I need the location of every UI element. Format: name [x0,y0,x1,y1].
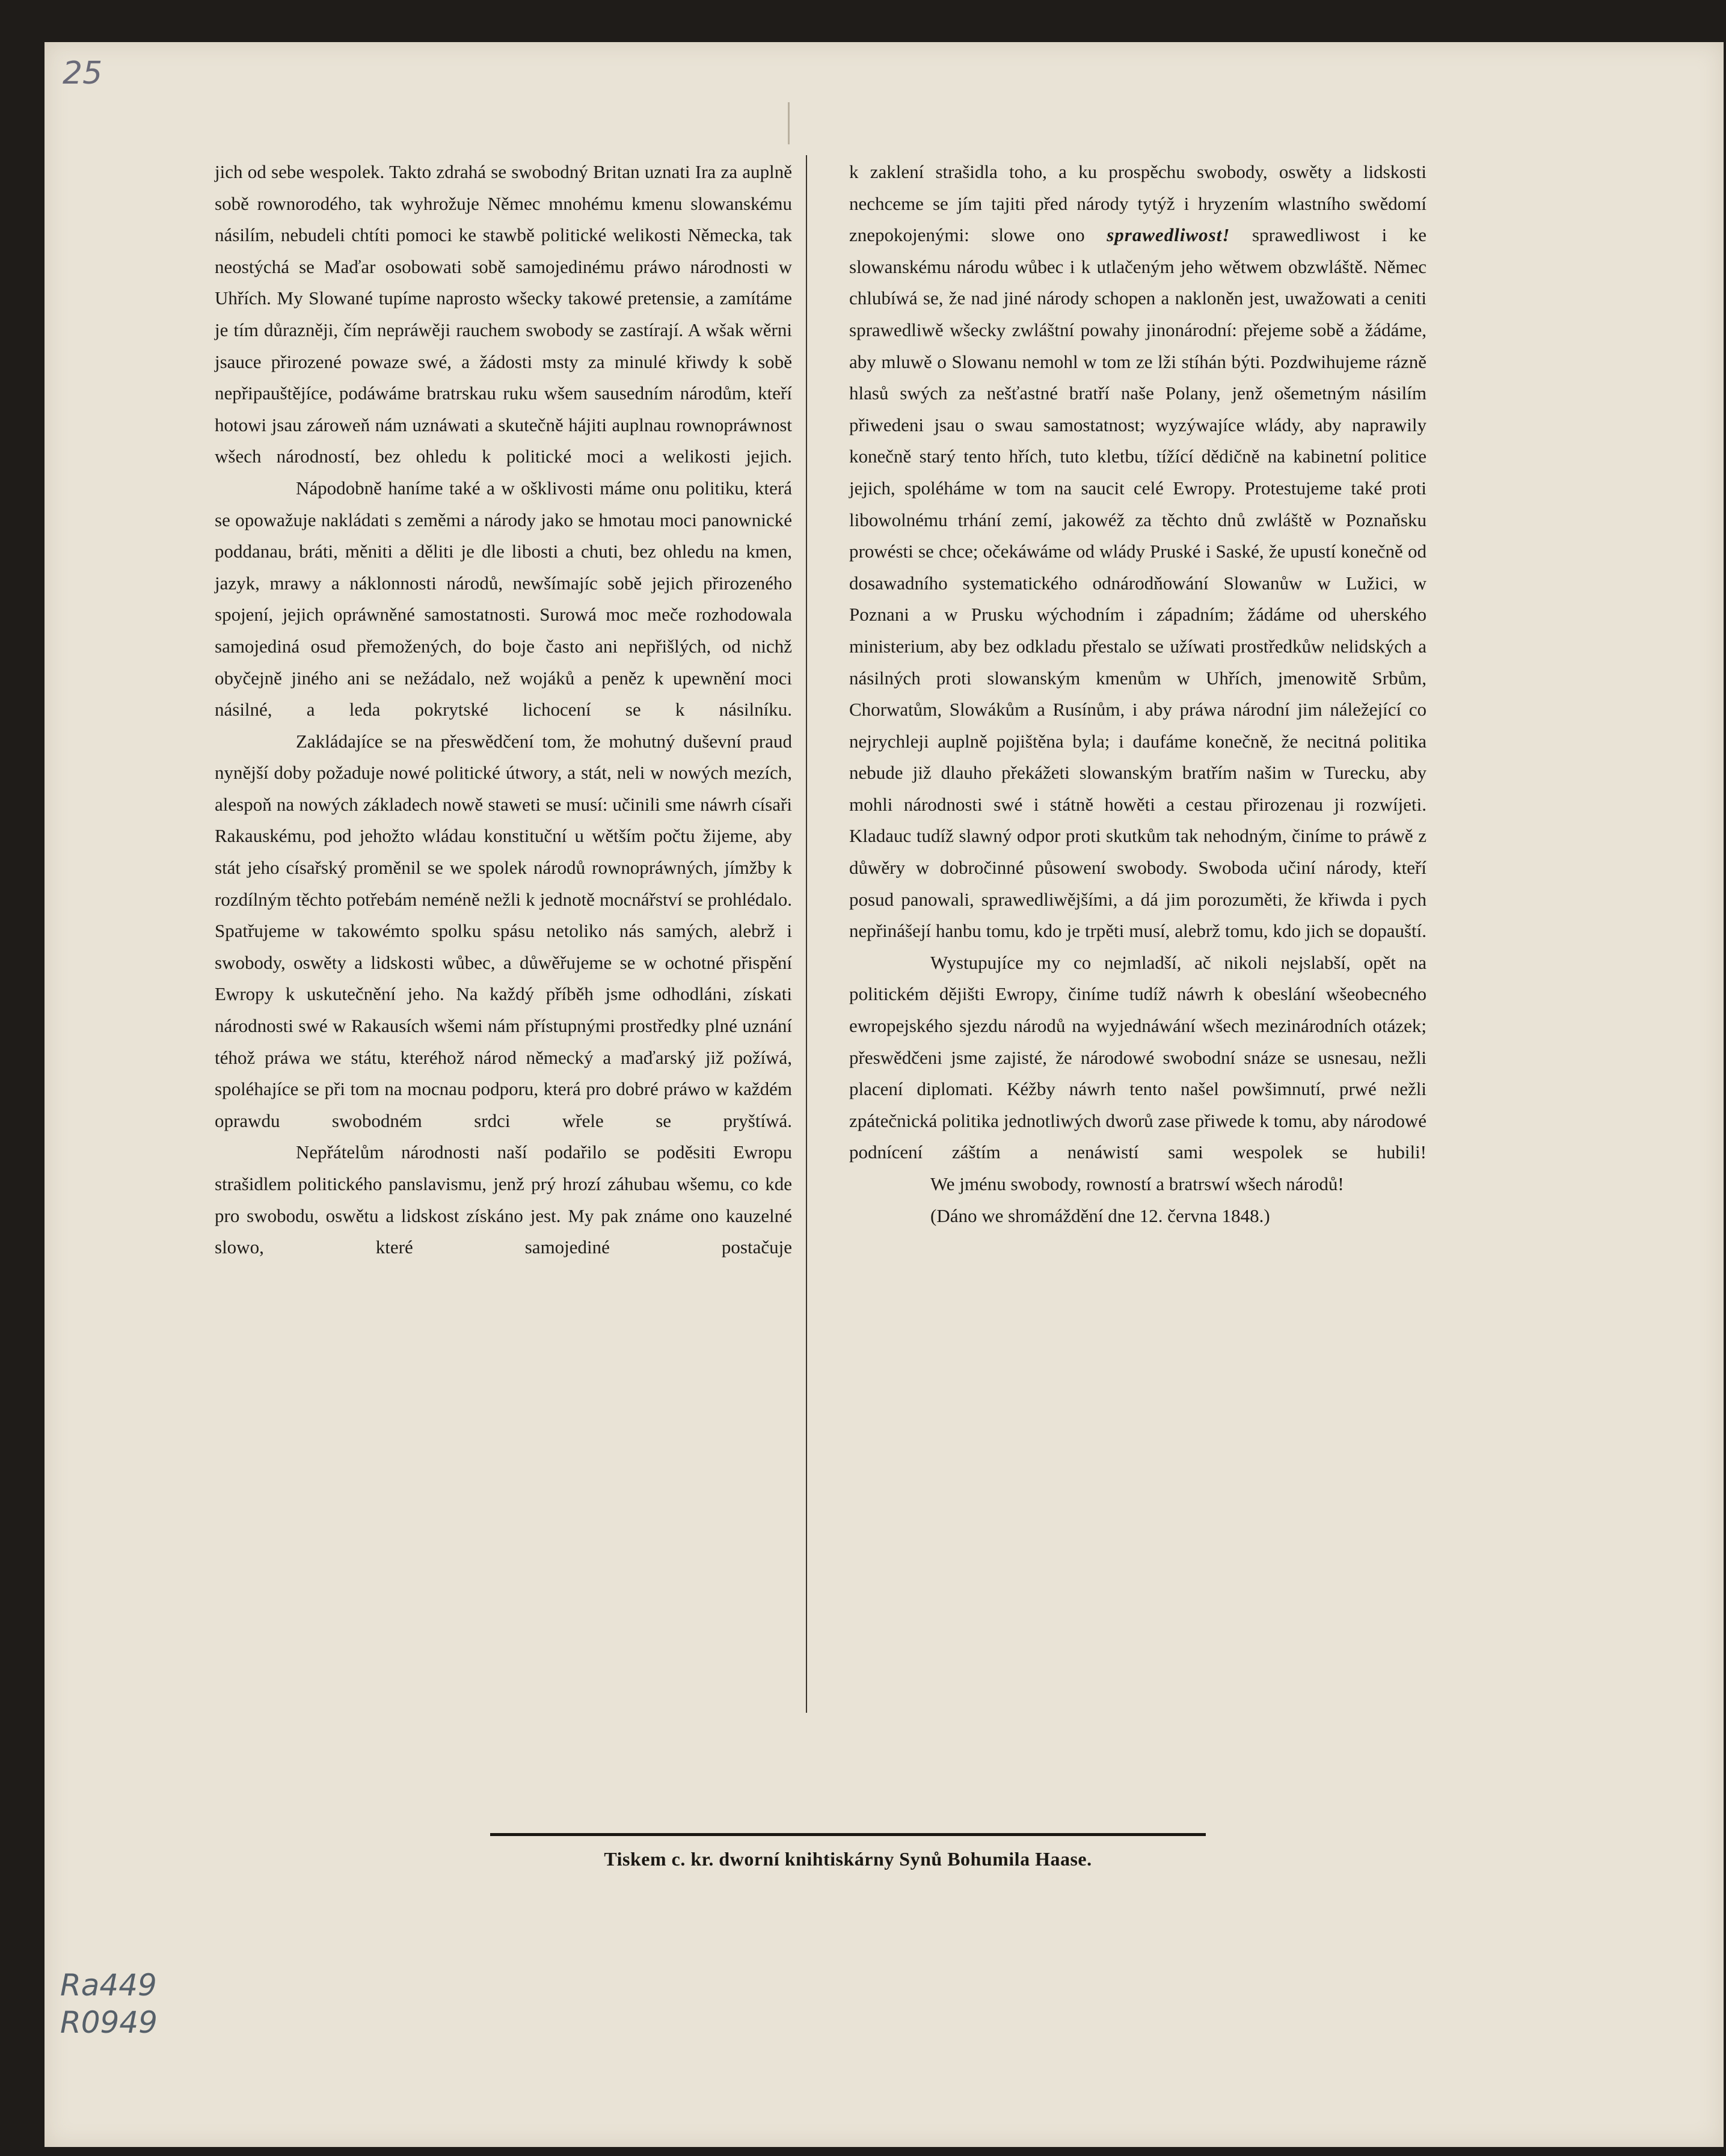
date-line: (Dáno we shromáždění dne 12. června 1848.) [930,1205,1270,1226]
paragraph: jich od sebe wespolek. Takto zdrahá se swobodný Britan uznati Ira za auplně sobě rownorodého, tak wyhrožuje Němec mnohému kmenu slowanskému násilím, nebudeli chtíti pomoci ke stawbě politické welikosti Německa, tak neostýchá se Maďar osobowati sobě samojedinému práwo národnosti w Uhřích. My Slowané tupíme naprosto wšecky takowé pretensie, a zamítáme je tím důrazněji, čím nepráwěji rauchem swobody se zastírají. A wšak wěrni jsauce přirozené powaze swé, a žádosti msty za minulé křiwdy k sobě nepřipauštějíce, podáwáme bratrskau ruku wšem sausedním národům, kteří hotowi jsau zároweň nám uznáwati a skutečně hájiti auplnau rownopráwnost wšech národností, bez ohledu k politické moci a welikosti jejich. [215,161,792,467]
emphasized-word: sprawedliwost! [1107,224,1230,246]
text-run: k zaklení strašidla toho, a ku prospěchu swobody, oswěty a lidskosti nechceme se jím tajiti před národy tytýž i hryzením wlastního swědomí znepokojenými: slowe [849,161,1427,246]
printer-imprint: Tiskem c. kr. dworní knihtiskárny Synů Bohumila Haase. [604,1848,1092,1870]
footer-rule [490,1833,1206,1836]
paragraph: Wystupujíce my co nejmladší, ač nikoli nejslabší, opět na politickém dějišti Ewropy, činíme tudíž náwrh k obeslání wšeobecného ewropejského sjezdu národů na wyjednáwání wšech mezinárodních otázek; přeswědčeni jsme zajisté, že národowé swobodní snáze se usnesau, nežli placení diplomati. Kéžby náwrh tento našel powšimnutí, prwé nežli zpátečnická politika jednotliwých dworů zase přiwede k tomu, aby národowé podnícení záštím a nenáwistí sami wespolek se hubili! [849,951,1427,1163]
paragraph [849,156,1427,947]
column-divider [806,155,807,1713]
paragraph: Nepřátelům národnosti naší podařilo se poděsiti Ewropu strašidlem politického panslavismu, jenž prý hrozí záhubau wšemu, co kde pro swobodu, oswětu a lidskost získáno jest. My pak známe ono kauzelné slowo, které samojediné postačuje [215,1141,792,1258]
right-column [849,156,1427,1232]
paragraph: Zakládajíce se na přeswědčení tom, že mohutný duševní praud nynější doby požaduje nowé politické útwory, a stát, neli w nowých mezích, alespoň na nowých základech nowě staweti se musí: učinili sme náwrh císaři Rakauskému, pod jehožto wládau konstituční u wětším počtu žijeme, aby stát jeho císařský proměnil se we spolek národů rownopráwných, jímžby k rozdílným těchto potřebám neméně nežli k jednotě mocnářství se prohlédalo. Spatřujeme w takowémto spolku spásu netoliko nás samých, alebrž i swobody, oswěty a lidskosti wůbec, a důwěřujeme se w ochotné přispění Ewropy k uskutečnění jeho. Na každý příběh jsme odhodláni, získati národnosti swé w Rakausích wšemi nám přístupnými prostředky plné uznání téhož práwa we státu, kteréhož národ německý a maďarský již požíwá, spoléhajíce se při tom na mocnau podporu, která pro dobré práwo w každém oprawdu swobodném srdci wřele se pryštíwá. [215,730,792,1131]
shelfmark-line: R0949 [60,2005,158,2040]
left-column [215,156,792,1264]
text-run: sprawedliwost i ke slowanskému národu wůbec i k utlačeným jeho wětwem obzwláště. Němec chlubíwá se, že nad jiné národy schopen a nakloněn jest, uwažowati a ceniti sprawedliwě wšecky zwláštní powahy jinonárodní: přejeme sobě a žádáme, aby mluwě o Slowanu nemohl w tom ze lži stíhán býti. Pozdwihujeme rázně hlasů swých za nešťastné bratří naše Polany, jenž ošemetným násilím přiwedeni jsau o swau samostatnost; wyzýwajíce wlády, aby naprawily konečně starý tento hřích, tuto kletbu, tížící dědičně na kabinetní politice jejich, spoléháme w tom na saucit celé Ewropy. Protestujeme také proti libowolnému trhání zemí, jakowéž za těchto dnů zwláště w Poznaňsku prowésti se chce; očekáwáme od wlády Pruské i Saské, že upustí konečně od dosawadního systematického odnárodňowání Slowanůw w Lužici, w Poznani a w Prusku wýchodním i západním; žádáme od uherského ministerium, aby bez odkladu přestalo se užíwati prostředkůw nelidských a násilných proti slowanským kmenům w Uhřích, jmenowitě Srbům, Chorwatům, Slowákům a Rusínům, i aby práwa národní jim náležející co nejrychleji auplně pojištěna byla; i daufáme konečně, že necitná politika nebude již dlauho překážeti slowanským bratřím našim w Turecku, aby mohli národnosti swé i státně howěti a cestau přirozenau ji rozwíjeti. Kladauc tudíž slawný odpor proti skutkům tak nehodným, činíme to práwě z důwěry w dobročinné půsowení swobody. Swoboda učiní národy, kteří posud panowali, sprawedliwějšími, a dá jim porozuměti, že křiwda i pych nepřinášejí hanbu tomu, kdo je trpěti musí, alebrž tomu, kdo jich se dopauští. [849,224,1427,942]
shelfmark [60,1967,158,2041]
text-run: ono [1057,224,1085,246]
fold-mark [788,102,790,144]
paragraph: We jménu swobody, rowností a bratrswí wšech národů! [930,1173,1344,1194]
shelfmark-line: Ra449 [60,1968,157,2003]
page-number: 25 [63,55,103,91]
paragraph: Nápodobně haníme také a w ošklivosti máme onu politiku, která se opowažuje nakládati s zeměmi a národy jako se hmotau moci panownické poddanau, bráti, měniti a děliti je dle libosti a chuti, bez ohledu na kmen, jazyk, mrawy a náklonnosti národů, newšímajíc sobě jejich přirozeného spojení, jejich opráwněné samostatnosti. Surowá moc meče rozhodowala samojediná osud přemožených, do boje často ani nepřišlých, od nichž obyčejně jiného ani se nežádalo, než wojáků a peněz k upewnění moci násilné, a leda pokrytské lichocení se k násilníku. [215,477,792,720]
